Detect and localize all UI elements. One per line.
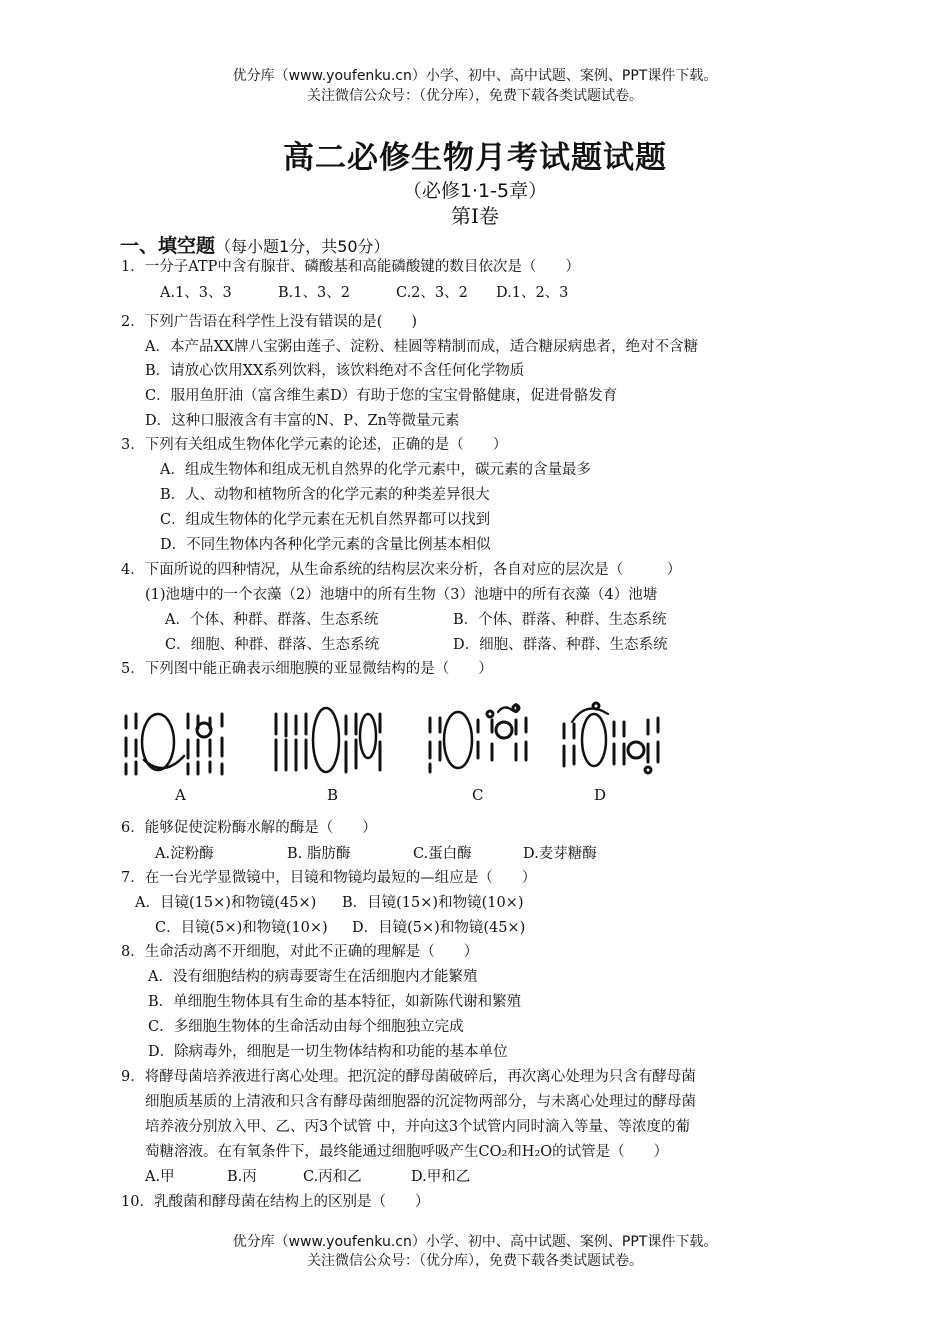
question-2-option-b: B．请放心饮用XX系列饮料，该饮料绝对不含任何化学物质 [145,363,525,379]
section-title: 一、填空题 [120,235,216,257]
question-6-stem: 6．能够促使淀粉酶水解的酶是（ ） [121,820,377,836]
question-9-line-1: 9．将酵母菌培养液进行离心处理。把沉淀的酵母菌破碎后，再次离心处理为只含有酵母菌 [121,1069,696,1085]
page-title: 高二必修生物月考试题试题 [283,140,667,176]
question-9-options [145,1167,470,1187]
membrane-figure-b [276,708,380,772]
section-heading [120,231,390,258]
question-8-option-d: D．除病毒外，细胞是一切生物体结构和功能的基本单位 [148,1044,508,1060]
option: A.淀粉酶 [155,846,214,862]
question-4-option-c: C．细胞、种群、群落、生态系统 [165,637,380,653]
question-7-stem: 7．在一台光学显微镜中，目镜和物镜均最短的—组应是（ ） [121,870,537,886]
question-4-sub: (1)池塘中的一个衣藻（2）池塘中的所有生物（3）池塘中的所有衣藻（4）池塘 [145,587,658,603]
figure-label-d: D [594,786,607,804]
header-line-1: 优分库（www.youfenku.cn）小学、初中、高中试题、案例、PPT课件下载。 [232,68,718,84]
question-7-option-a: A．目镜(15×)和物镜(45×) [135,895,317,911]
question-10-stem: 10．乳酸菌和酵母菌在结构上的区别是（ ） [121,1194,430,1210]
question-3-option-d: D．不同生物体内各种化学元素的含量比例基本相似 [160,537,491,553]
option: A.1、3、3 [160,285,232,301]
figure-label-b: B [327,786,339,804]
figure-label-a: A [175,786,186,804]
question-4-option-d: D．细胞、群落、种群、生态系统 [453,637,668,653]
option: C.丙和乙 [303,1169,362,1185]
membrane-figure-a [126,714,222,774]
question-8-stem: 8．生命活动离不开细胞，对此不正确的理解是（ ） [121,944,479,960]
question-7-option-c: C．目镜(5×)和物镜(10×) [155,920,328,936]
option: D.甲和乙 [411,1169,471,1185]
header-line-2: 关注微信公众号：（优分库），免费下载各类试题试卷。 [307,88,643,104]
membrane-figure-c [430,704,526,772]
question-8-option-b: B．单细胞生物体具有生命的基本特征，如新陈代谢和繁殖 [148,994,522,1010]
question-3-option-c: C．组成生物体的化学元素在无机自然界都可以找到 [160,512,491,528]
question-8-option-c: C．多细胞生物体的生命活动由每个细胞独立完成 [148,1019,464,1035]
question-5-stem: 5．下列图中能正确表示细胞膜的亚显微结构的是（ ） [121,661,493,677]
question-7-option-d: D．目镜(5×)和物镜(45×) [352,920,526,936]
option: C.2、3、2 [396,285,468,301]
question-2-option-d: D．这种口服液含有丰富的N、P、Zn等微量元素 [145,413,460,429]
option: B. 脂肪酶 [287,846,351,862]
question-3-option-b: B．人、动物和植物所含的化学元素的种类差异很大 [160,487,490,503]
question-8-option-a: A．没有细胞结构的病毒要寄生在活细胞内才能繁殖 [148,969,478,985]
question-4-stem: 4．下面所说的四种情况，从生命系统的结构层次来分析，各自对应的层次是（ ） [121,562,682,578]
footer-line-2: 关注微信公众号：（优分库），免费下载各类试题试卷。 [307,1253,643,1269]
question-2-stem: 2．下列广告语在科学性上没有错误的是( ) [121,314,418,330]
option: C.蛋白酶 [413,846,472,862]
figure-label-c: C [472,786,484,804]
question-6-options [155,844,597,864]
option: A.甲 [145,1169,175,1185]
question-3-option-a: A．组成生物体和组成无机自然界的化学元素中，碳元素的含量最多 [160,462,591,478]
question-3-stem: 3．下列有关组成生物体化学元素的论述，正确的是（ ） [121,437,508,453]
question-4-option-a: A．个体、种群、群落、生态系统 [165,612,379,628]
question-9-line-2: 细胞质基质的上清液和只含有酵母菌细胞器的沉淀物两部分，与未离心处理过的酵母菌 [145,1094,696,1110]
option: B.1、3、2 [278,285,350,301]
volume-label: 第Ⅰ卷 [451,204,499,228]
question-1-options [160,283,568,303]
question-1-stem: 1．一分子ATP中含有腺苷、磷酸基和高能磷酸键的数目依次是（ ） [121,259,580,275]
question-2-option-a: A．本产品XX牌八宝粥由莲子、淀粉、桂圆等精制而成，适合糖尿病患者，绝对不含糖 [145,339,699,355]
option: D.麦芽糖酶 [523,846,597,862]
question-7-option-b: B．目镜(15×)和物镜(10×) [342,895,524,911]
option: B.丙 [227,1169,257,1185]
footer-line-1: 优分库（www.youfenku.cn）小学、初中、高中试题、案例、PPT课件下载。 [232,1234,718,1250]
section-note: （每小题1分，共50分） [215,237,390,256]
question-2-option-c: C．服用鱼肝油（富含维生素D）有助于您的宝宝骨骼健康，促进骨骼发育 [145,388,618,404]
question-9-line-3: 培养液分别放入甲、乙、丙3个试管 中，并向这3个试管内同时滴入等量、等浓度的葡 [145,1119,691,1135]
page-subtitle: （必修1·1-5章） [402,180,548,202]
question-4-option-b: B．个体、群落、种群、生态系统 [453,612,667,628]
membrane-figure-d [564,703,658,773]
question-9-line-4: 萄糖溶液。在有氧条件下，最终能通过细胞呼吸产生CO₂和H₂O的试管是（ ） [145,1144,669,1160]
option: D.1、2、3 [496,285,569,301]
